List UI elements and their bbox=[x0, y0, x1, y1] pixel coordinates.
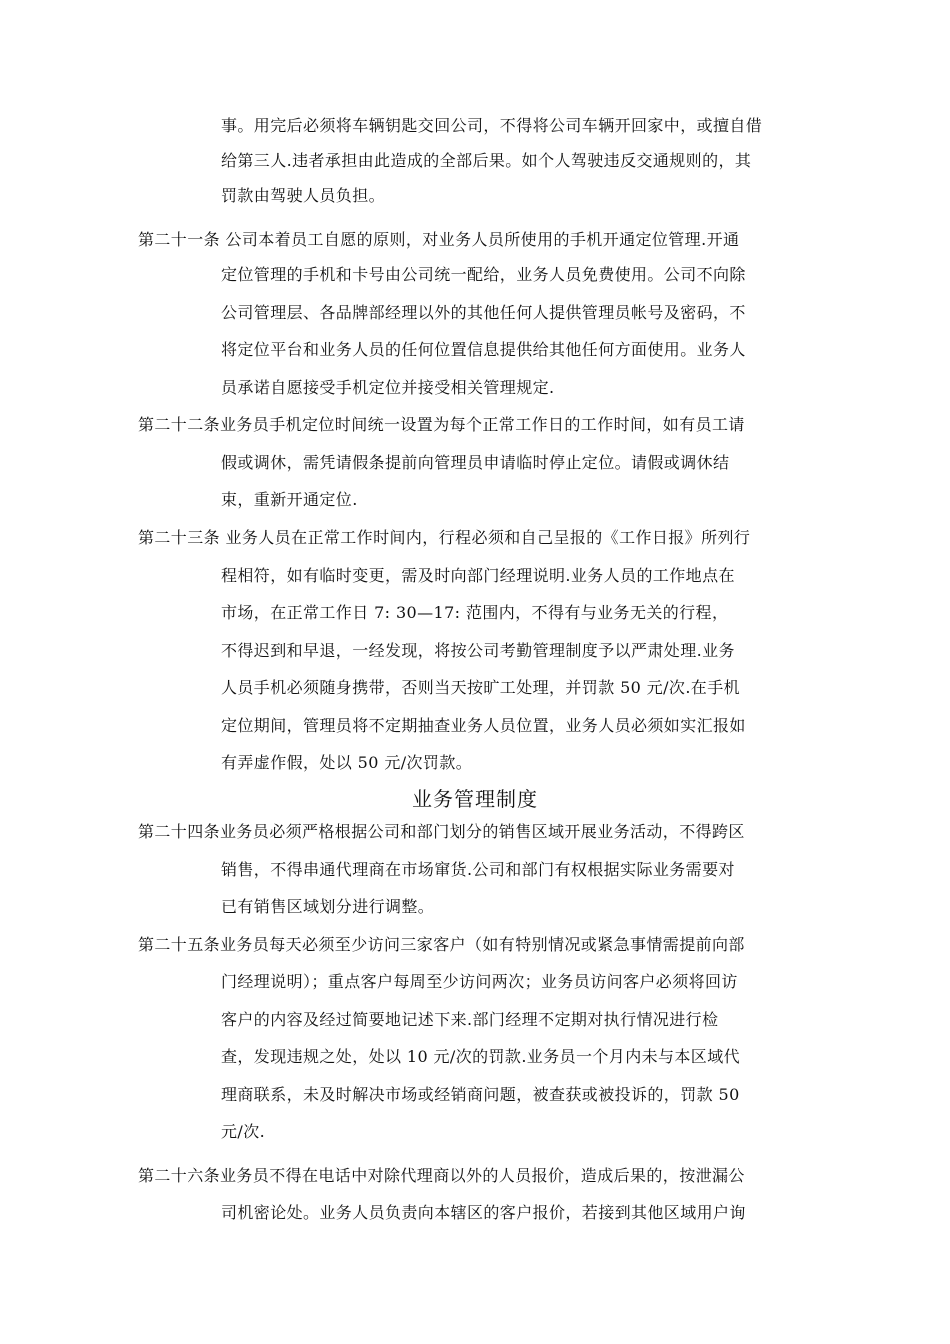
article-22-heading-line: 第二十二条业务员手机定位时间统一设置为每个正常工作日的工作时间，如有员工请 bbox=[138, 415, 745, 434]
article-23-heading-line: 第二十三条 业务人员在正常工作时间内，行程必须和自己呈报的《工作日报》所列行 bbox=[138, 528, 751, 547]
text-line: 客户的内容及经过简要地记述下来.部门经理不定期对执行情况进行检 bbox=[221, 1010, 719, 1029]
text-line: 人员手机必须随身携带，否则当天按旷工处理，并罚款 50 元/次.在手机 bbox=[221, 678, 741, 697]
article-21-heading-line: 第二十一条 公司本着员工自愿的原则，对业务人员所使用的手机开通定位管理.开通 bbox=[138, 230, 740, 249]
text-line: 定位期间，管理员将不定期抽查业务人员位置，业务人员必须如实汇报如 bbox=[221, 716, 746, 735]
article-24-heading-line: 第二十四条业务员必须严格根据公司和部门划分的销售区域开展业务活动，不得跨区 bbox=[138, 822, 745, 841]
text-line: 市场，在正常工作日 7: 30—17: 范围内，不得有与业务无关的行程， bbox=[221, 603, 729, 622]
text-line: 有弄虚作假，处以 50 元/次罚款。 bbox=[221, 753, 473, 772]
text-line: 给第三人.违者承担由此造成的全部后果。如个人驾驶违反交通规则的，其 bbox=[221, 151, 752, 170]
article-26-heading-line: 第二十六条业务员不得在电话中对除代理商以外的人员报价，造成后果的，按泄漏公 bbox=[138, 1166, 745, 1185]
text-line: 程相符，如有临时变更，需及时向部门经理说明.业务人员的工作地点在 bbox=[221, 566, 735, 585]
text-line: 已有销售区域划分进行调整。 bbox=[221, 897, 435, 916]
article-25-heading-line: 第二十五条业务员每天必须至少访问三家客户（如有特别情况或紧急事情需提前向部 bbox=[138, 935, 745, 954]
section-title: 业务管理制度 bbox=[412, 787, 538, 811]
text-line: 员承诺自愿接受手机定位并接受相关管理规定. bbox=[221, 378, 555, 397]
text-line: 销售，不得串通代理商在市场窜货.公司和部门有权根据实际业务需要对 bbox=[221, 860, 735, 879]
text-line: 理商联系，未及时解决市场或经销商问题，被查获或被投诉的，罚款 50 bbox=[221, 1085, 740, 1104]
text-line: 定位管理的手机和卡号由公司统一配给，业务人员免费使用。公司不向除 bbox=[221, 265, 746, 284]
text-line: 公司管理层、各品牌部经理以外的其他任何人提供管理员帐号及密码，不 bbox=[221, 303, 746, 322]
text-line: 查，发现违规之处，处以 10 元/次的罚款.业务员一个月内未与本区域代 bbox=[221, 1047, 741, 1066]
text-line: 罚款由驾驶人员负担。 bbox=[221, 186, 386, 205]
text-line: 门经理说明）；重点客户每周至少访问两次；业务员访问客户必须将回访 bbox=[221, 972, 738, 991]
text-line: 元/次. bbox=[221, 1122, 266, 1141]
text-line: 假或调休，需凭请假条提前向管理员申请临时停止定位。请假或调休结 bbox=[221, 453, 730, 472]
text-line: 束，重新开通定位. bbox=[221, 490, 358, 509]
text-line: 将定位平台和业务人员的任何位置信息提供给其他任何方面使用。业务人 bbox=[221, 340, 746, 359]
text-line: 司机密论处。业务人员负责向本辖区的客户报价，若接到其他区域用户询 bbox=[221, 1203, 746, 1222]
text-line: 不得迟到和早退，一经发现，将按公司考勤管理制度予以严肃处理.业务 bbox=[221, 641, 735, 660]
text-line: 事。用完后必须将车辆钥匙交回公司，不得将公司车辆开回家中，或擅自借 bbox=[221, 116, 763, 135]
